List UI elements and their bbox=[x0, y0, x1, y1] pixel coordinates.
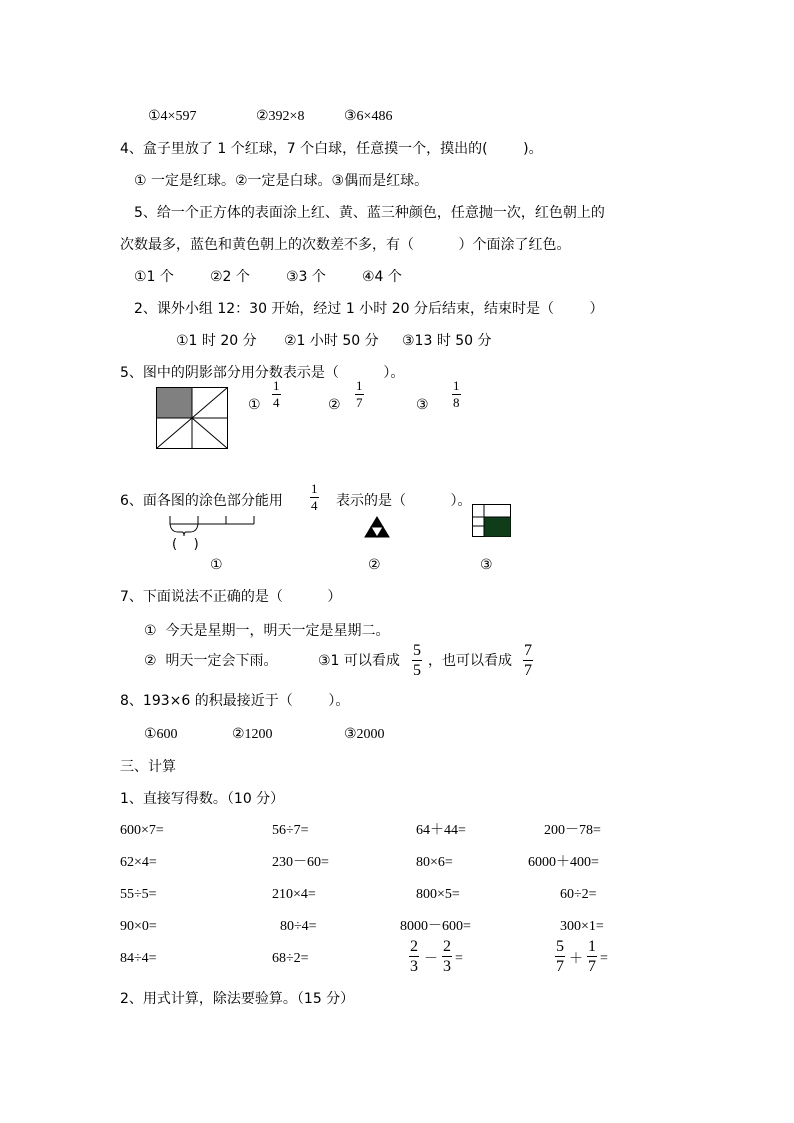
q5b-frac-1: 1 4 bbox=[273, 378, 280, 410]
q7-frac-b: 7 7 bbox=[524, 642, 532, 679]
calc-frac-1-op: － bbox=[424, 951, 438, 967]
q2b-option-1: ①1 时 20 分 bbox=[176, 333, 257, 349]
calc-item: 55÷5= bbox=[120, 887, 157, 902]
calc-frac-1-eq: = bbox=[455, 951, 463, 966]
q5b-label-2: ② bbox=[328, 397, 341, 413]
number-line-figure bbox=[168, 512, 268, 538]
q8-option-3: ③2000 bbox=[344, 727, 385, 742]
calc-frac-1b: 2 3 bbox=[443, 938, 451, 975]
calc-item: 200－78= bbox=[544, 823, 601, 838]
q8-question: 8、193×6 的积最接近于（ ）。 bbox=[120, 693, 350, 709]
q5a-line1: 5、给一个正方体的表面涂上红、黄、蓝三种颜色，任意抛一次，红色朝上的 bbox=[134, 205, 605, 221]
shaded-square-figure bbox=[156, 387, 228, 449]
calc-item: 60÷2= bbox=[560, 887, 597, 902]
calc-item: 230－60= bbox=[272, 855, 329, 870]
q5b-label-1: ① bbox=[248, 397, 261, 413]
q4-question: 4、盒子里放了 1 个红球，7 个白球，任意摸一个，摸出的( )。 bbox=[120, 141, 543, 157]
q2b-option-3: ③13 时 50 分 bbox=[402, 333, 492, 349]
q3-option-2: ②392×8 bbox=[256, 109, 305, 124]
q4-options: ① 一定是红球。②一定是白球。③偶而是红球。 bbox=[134, 173, 429, 189]
calc-frac-2a: 5 7 bbox=[556, 938, 564, 975]
q7-option-3-prefix: ③1 可以看成 bbox=[318, 653, 400, 669]
calc-item: 6000＋400= bbox=[528, 855, 599, 870]
calc-item: 90×0= bbox=[120, 919, 157, 934]
calc-item: 210×4= bbox=[272, 887, 316, 902]
triangle-figure bbox=[364, 516, 390, 538]
q5b-label-3: ③ bbox=[416, 397, 429, 413]
q5b-frac-2: 1 7 bbox=[356, 378, 363, 410]
q7-question: 7、下面说法不正确的是（ ） bbox=[120, 589, 342, 605]
q5b-frac-3: 1 8 bbox=[453, 378, 460, 410]
q3-option-3: ③6×486 bbox=[344, 109, 393, 124]
calc-item: 56÷7= bbox=[272, 823, 309, 838]
green-shaded-cell bbox=[484, 517, 511, 537]
q2b-option-2: ②1 小时 50 分 bbox=[284, 333, 379, 349]
q5a-option-3: ③3 个 bbox=[286, 269, 326, 285]
q7-option-2: ② 明天一定会下雨。 bbox=[144, 653, 278, 669]
calc-item: 800×5= bbox=[416, 887, 460, 902]
q5b-question: 5、图中的阴影部分用分数表示是（ ）。 bbox=[120, 365, 405, 381]
q6-label-2: ② bbox=[368, 557, 381, 573]
calc-item: 62×4= bbox=[120, 855, 157, 870]
q2b-question: 2、课外小组 12：30 开始，经过 1 小时 20 分后结束，结束时是（ ） bbox=[134, 301, 604, 317]
calc-item: 68÷2= bbox=[272, 951, 309, 966]
q7-option-3-mid: ，也可以看成 bbox=[428, 653, 512, 669]
q3-option-1: ①4×597 bbox=[148, 109, 197, 124]
shaded-cell bbox=[157, 388, 192, 418]
section-3-heading: 三、计算 bbox=[120, 759, 176, 775]
q6-suffix: 表示的是（ ）。 bbox=[336, 493, 472, 509]
calc1-title: 1、直接写得数。（10 分） bbox=[120, 791, 285, 807]
calc2-title: 2、用式计算，除法要验算。（15 分） bbox=[120, 991, 355, 1007]
calc-item: 600×7= bbox=[120, 823, 164, 838]
calc-item: 300×1= bbox=[560, 919, 604, 934]
rectangle-figure bbox=[472, 504, 512, 538]
calc-item: 80×6= bbox=[416, 855, 453, 870]
q6-label-3: ③ bbox=[480, 557, 493, 573]
calc-item: 8000－600= bbox=[400, 919, 471, 934]
q8-option-2: ②1200 bbox=[232, 727, 273, 742]
q5a-option-4: ④4 个 bbox=[362, 269, 402, 285]
calc-item: 84÷4= bbox=[120, 951, 157, 966]
calc-item: 64＋44= bbox=[416, 823, 466, 838]
calc-frac-2-op: ＋ bbox=[569, 951, 583, 967]
calc-item: 80÷4= bbox=[280, 919, 317, 934]
calc-frac-2b: 1 7 bbox=[588, 938, 596, 975]
q5a-option-1: ①1 个 bbox=[134, 269, 174, 285]
q6-label-1: ① bbox=[210, 557, 223, 573]
q7-option-1: ① 今天是星期一，明天一定是星期二。 bbox=[144, 623, 390, 639]
q5a-option-2: ②2 个 bbox=[210, 269, 250, 285]
q5a-line2: 次数最多，蓝色和黄色朝上的次数差不多，有（ ）个面涂了红色。 bbox=[120, 237, 571, 253]
q6-bracket-text: ( ) bbox=[172, 537, 199, 552]
calc-frac-2-eq: = bbox=[600, 951, 608, 966]
q6-frac: 1 4 bbox=[311, 481, 318, 513]
q6-prefix: 6、面各图的涂色部分能用 bbox=[120, 493, 283, 509]
q7-frac-a: 5 5 bbox=[413, 642, 421, 679]
calc-frac-1a: 2 3 bbox=[410, 938, 418, 975]
q8-option-1: ①600 bbox=[144, 727, 178, 742]
